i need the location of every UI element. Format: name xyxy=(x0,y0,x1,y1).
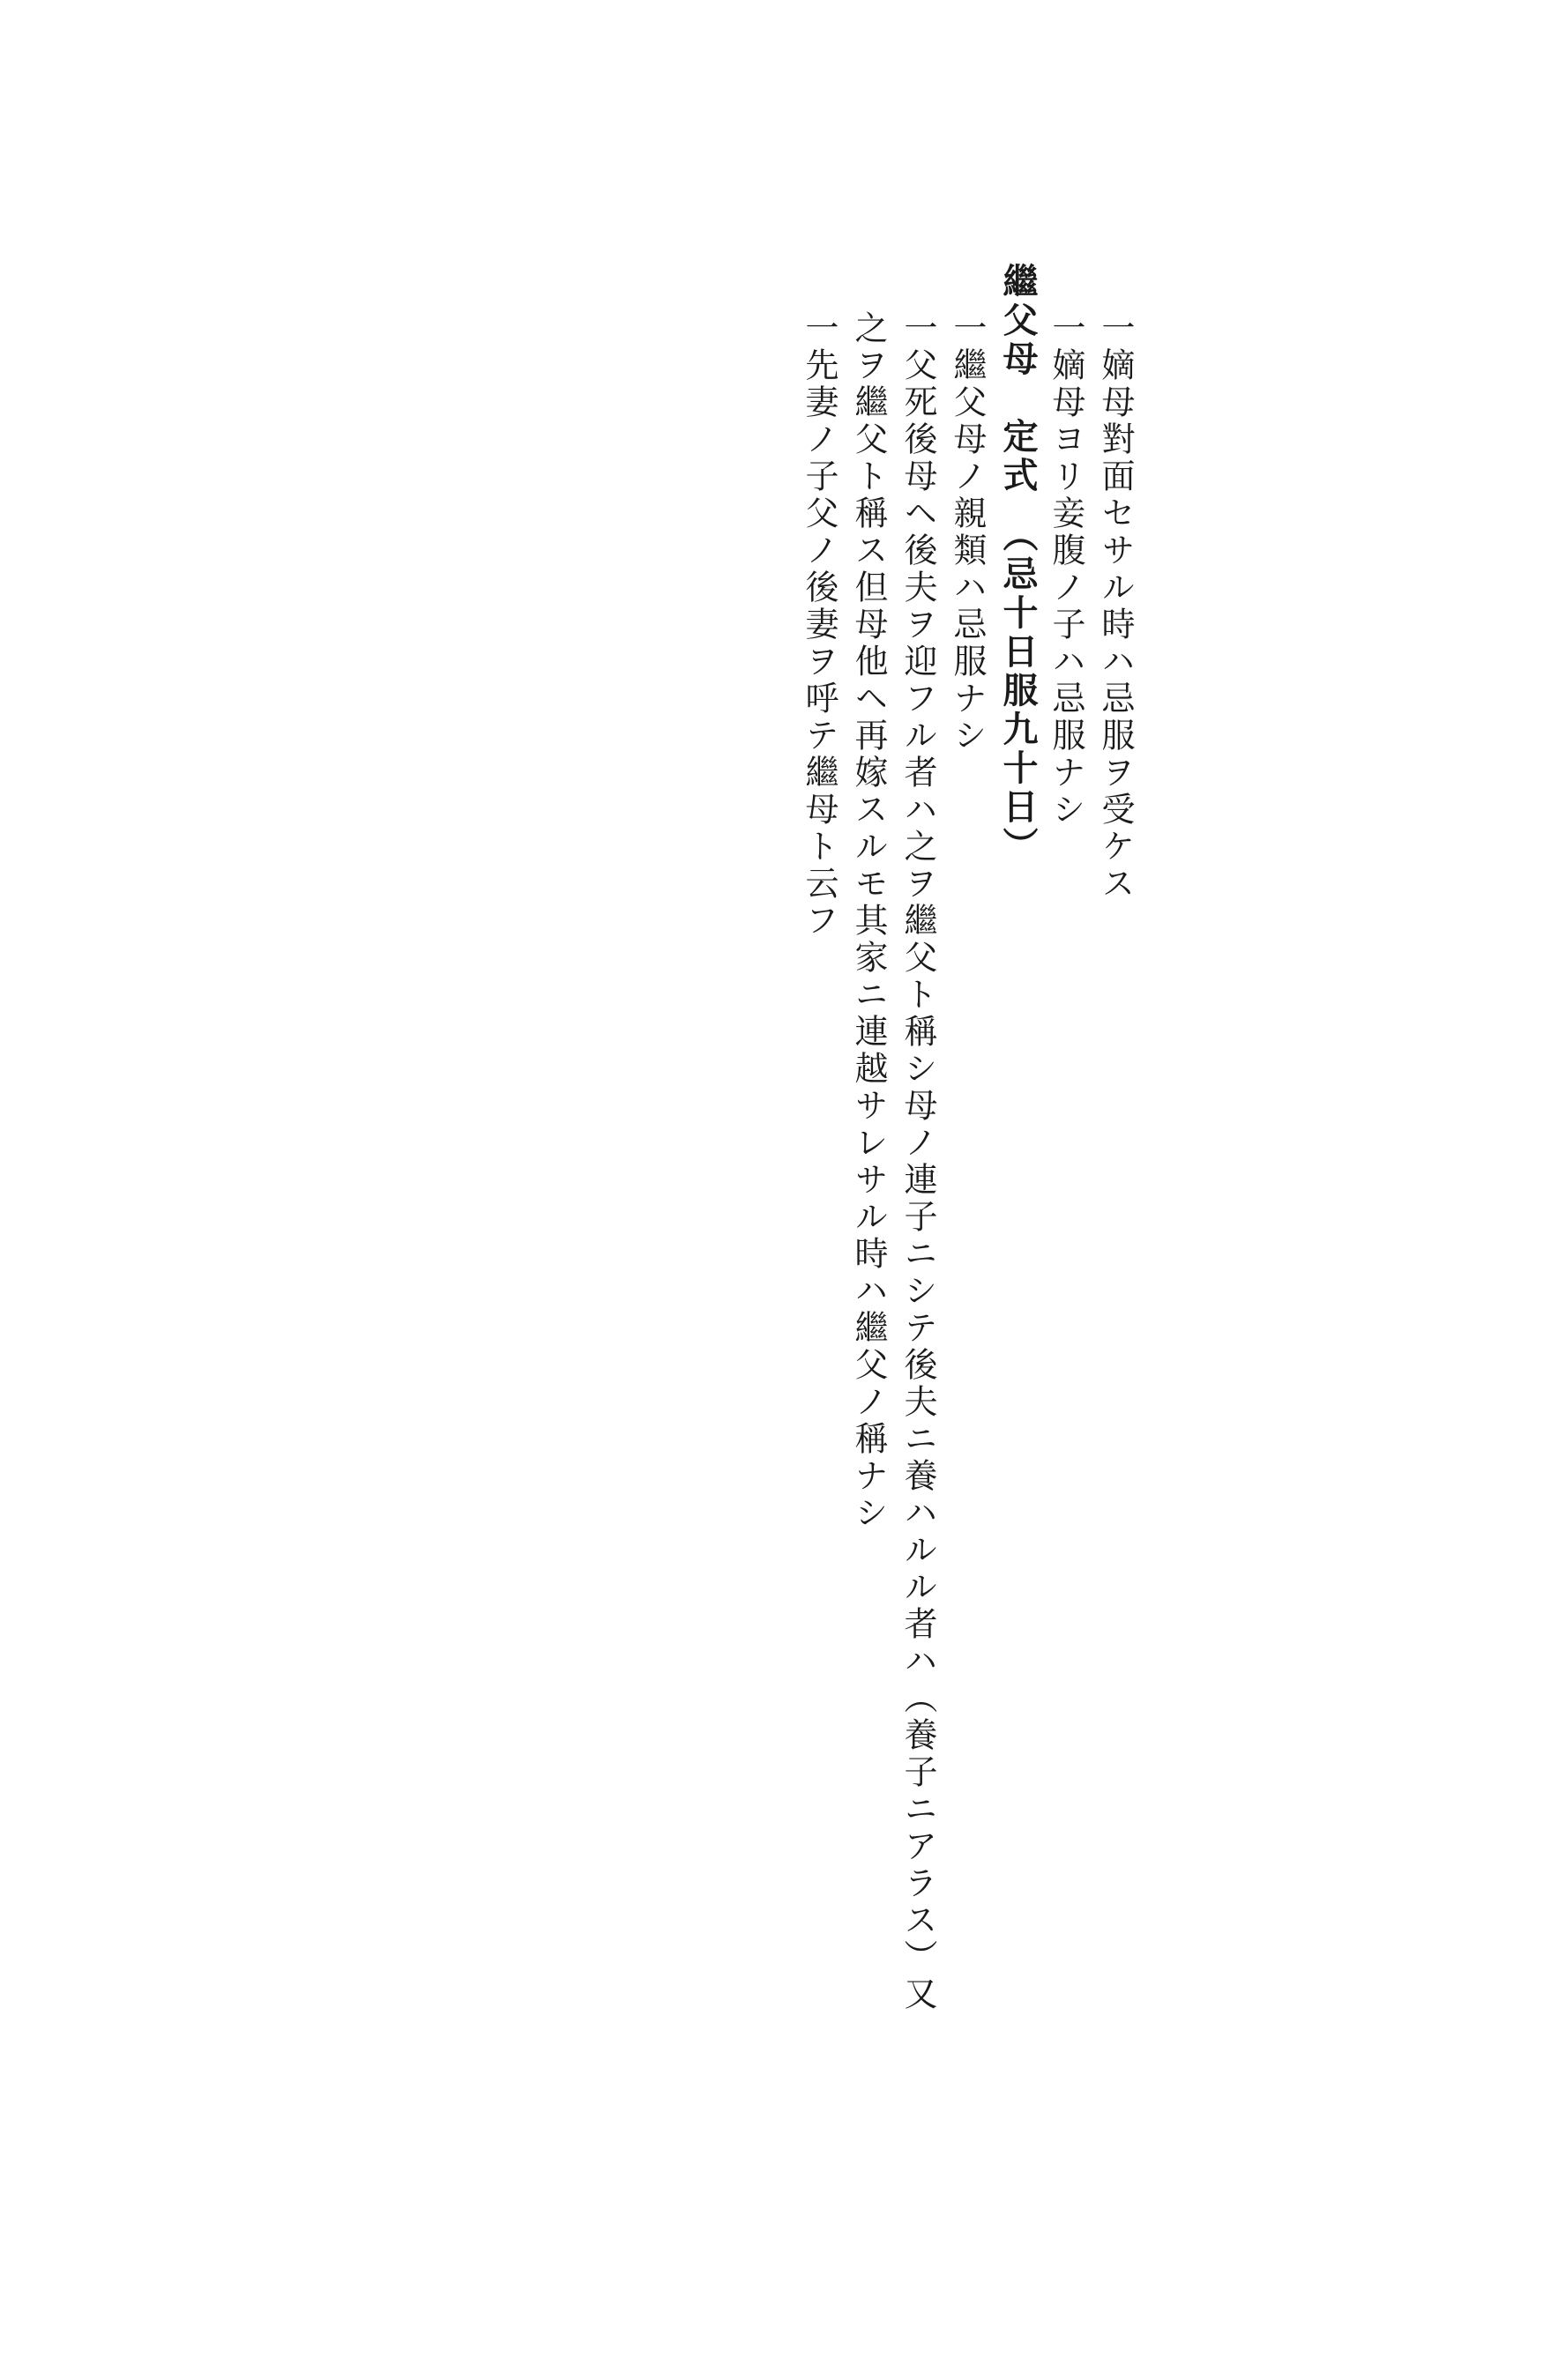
text-column: 一父死後母ヘ後夫ヲ迎フル者ハ之ヲ繼父ト稱シ母ノ連子ニシテ後夫ニ養ハルル者ハ（養子ニアラス）又 xyxy=(898,310,937,2013)
text-column: 一嫡母ヨリ妾腹ノ子ハ忌服ナシ xyxy=(1047,310,1085,829)
section-heading: 繼父母 定式 （忌十日服九十日） xyxy=(997,263,1039,866)
text-column: 一繼父母ノ親類ハ忌服ナシ xyxy=(948,310,987,755)
text-column: 一嫡母對面セサル時ハ忌服ヲ受ケス xyxy=(1096,310,1135,903)
text-column: 一先妻ノ子父ノ後妻ヲ呼テ繼母ト云フ xyxy=(800,310,839,940)
text-column: 之ヲ繼父ト稱ス但母他ヘ再嫁スルモ其家ニ連越サレサル時ハ繼父ノ稱ナシ xyxy=(849,310,888,1532)
